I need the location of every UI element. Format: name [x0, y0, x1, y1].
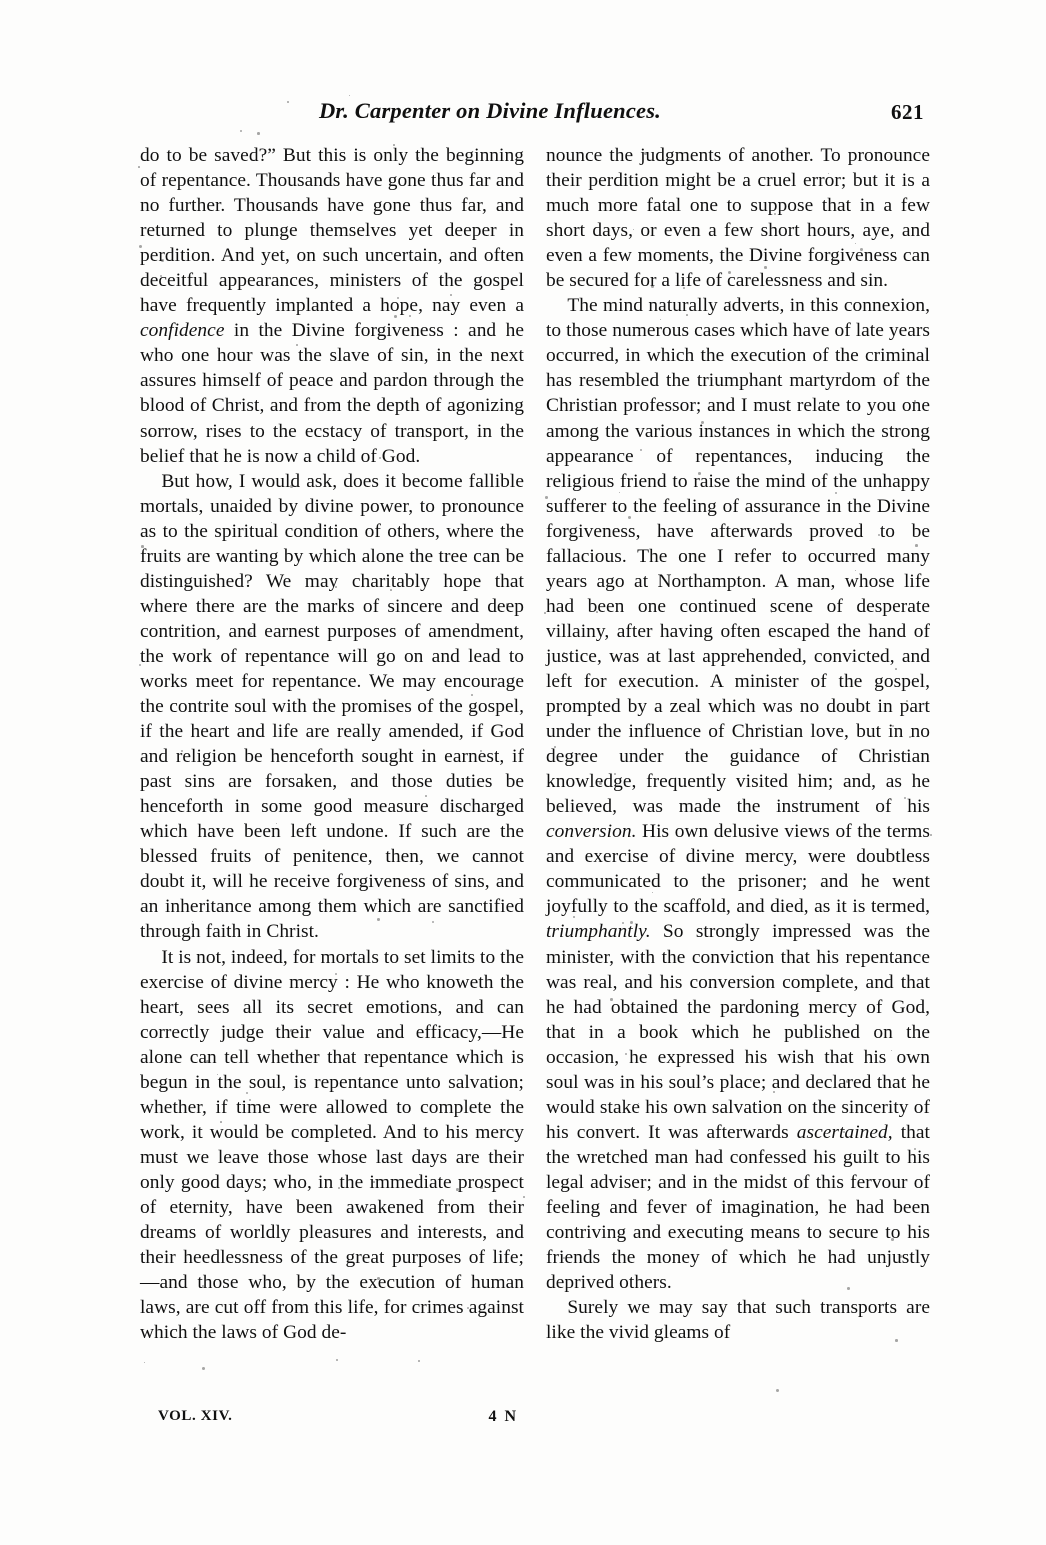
- paragraph: [140, 143, 524, 469]
- body-text: But how, I would ask, does it become fallible mortals, unaided by divine power, to pronounce as to the spiritual condition of others, where the fruits are wanting by which alone the tree can be distinguished? We may charitably hope that where there are the marks of sincere and deep contrition, and earnest purposes of amendment, the work of repentance will go on and lead to works meet for repentance. We may encourage the contrite soul with the promises of the gospel, if the heart and life are really amended, if God and religion be henceforth sought in earnest, if past sins are forsaken, and those duties be henceforth in some good measure discharged which have been left undone. If such are the blessed fruits of penitence, then, we cannot doubt it, will he receive forgiveness of sins, and an inheritance among them which are sanctified through faith in Christ.: [140, 470, 524, 943]
- page-number: 621: [891, 100, 924, 124]
- body-text: nounce the judgments of another. To pronounce their perdition might be a cruel error; but it is a much more fatal one to suppose that in a few short days, or even a few short hours, aye, and even a few moments, the Divine forgiveness can be secured for a life of carelessness and sin.: [546, 145, 930, 292]
- body-columns: [140, 143, 930, 1408]
- emphasis-text: triumphantly.: [546, 921, 651, 943]
- body-text: Surely we may say that such transports are like the vivid gleams of: [546, 1297, 930, 1344]
- body-text: The mind naturally adverts, in this connexion, to those numerous cases which have of late years occurred, in which the execution of the criminal has resembled the triumphant martyrdom of the Christian professor; and I must relate to you one among the various instances in which the strong appearance of repentances, inducing the religious friend to raise the mind of the unhappy sufferer to the feeling of assurance in the Divine forgiveness, have afterwards proved to be fallacious. The one I refer to occurred many years ago at Northampton. A man, whose life had been one continued scene of desperate villainy, after having often escaped the hand of justice, was at last apprehended, convicted, and left for execution. A minister of the gospel, prompted by a zeal which was no doubt in part under the influence of Christian love, but in no degree under the guidance of Christian knowledge, frequently visited him; and, as he believed, was made the instrument of his: [546, 295, 930, 818]
- paragraph: [546, 143, 930, 293]
- scan-speckle: [930, 834, 932, 836]
- column-left: [140, 143, 524, 1408]
- body-text: It is not, indeed, for mortals to set limits to the exercise of divine mercy : He who knoweth the heart, sees all its secret emotions, and can correctly judge their value and efficacy,—He alone can tell whether that repentance which is begun in the soul, is repentance unto salvation; whether, if time were allowed to complete the work, it would be completed. And to his mercy must we leave those whose last days are their only good days; who, in the immediate prospect of eternity, have been awakened from their dreams of worldly pleasures and interests, and their heedlessness of the great purposes of life;—and those who, by the execution of human laws, are cut off from this life, for crimes against which the laws of God de-: [140, 946, 524, 1344]
- running-head: [140, 98, 930, 130]
- body-text: that the wretched man had confessed his guilt to his legal adviser; and in the midst of this fervour of feeling and fever of imagination, he had been contriving and executing means to secure to his friends the money of which he had unjustly deprived others.: [546, 1121, 930, 1294]
- footer-signature-line: [158, 1408, 518, 1432]
- scan-speckle: [349, 95, 350, 96]
- emphasis-text: confidence: [140, 320, 225, 342]
- paragraph: [140, 945, 524, 1346]
- body-text: His own delusive views of the terms and exercise of divine mercy, were doubtless communicated to the prisoner; and he went joyfully to the scaffold, and died, as it is termed,: [546, 821, 930, 918]
- body-text: So strongly impressed was the minister, with the conviction that his repentance was real, and his conversion complete, and that he had obtained the pardoning mercy of God, that in a book which he published on the occasion, he expressed his wish that his own soul was in his soul’s place; and declared that he would stake his own salvation on the sincerity of his convert. It was afterwards: [546, 921, 930, 1143]
- scan-speckle: [240, 130, 242, 132]
- scan-speckle: [257, 132, 260, 135]
- volume-label: VOL. XIV.: [158, 1408, 233, 1424]
- body-text: do to be saved?” But this is only the beginning of repentance. Thousands have gone thus far and no further. Thousands have gone thus far, and returned to plunge themselves yet deeper in perdition. And yet, on such uncertain, and often deceitful appearances, ministers of the gospel have frequently implanted a hope, nay even a: [140, 145, 524, 317]
- paragraph: [546, 293, 930, 1295]
- signature-mark: 4 N: [488, 1408, 518, 1425]
- column-right: [546, 143, 930, 1408]
- emphasis-text: conversion.: [546, 821, 637, 843]
- emphasis-text: ascertained,: [796, 1121, 893, 1143]
- paragraph: [140, 469, 524, 945]
- body-text: in the Divine forgiveness : and he who one hour was the slave of sin, in the next assures himself of peace and pardon through the blood of Christ, and from the depth of agonizing sorrow, rises to the ecstacy of transport, in the belief that he is now a child of God.: [140, 320, 524, 467]
- running-head-title: Dr. Carpenter on Divine Influences.: [318, 98, 662, 123]
- paragraph: [546, 1295, 930, 1345]
